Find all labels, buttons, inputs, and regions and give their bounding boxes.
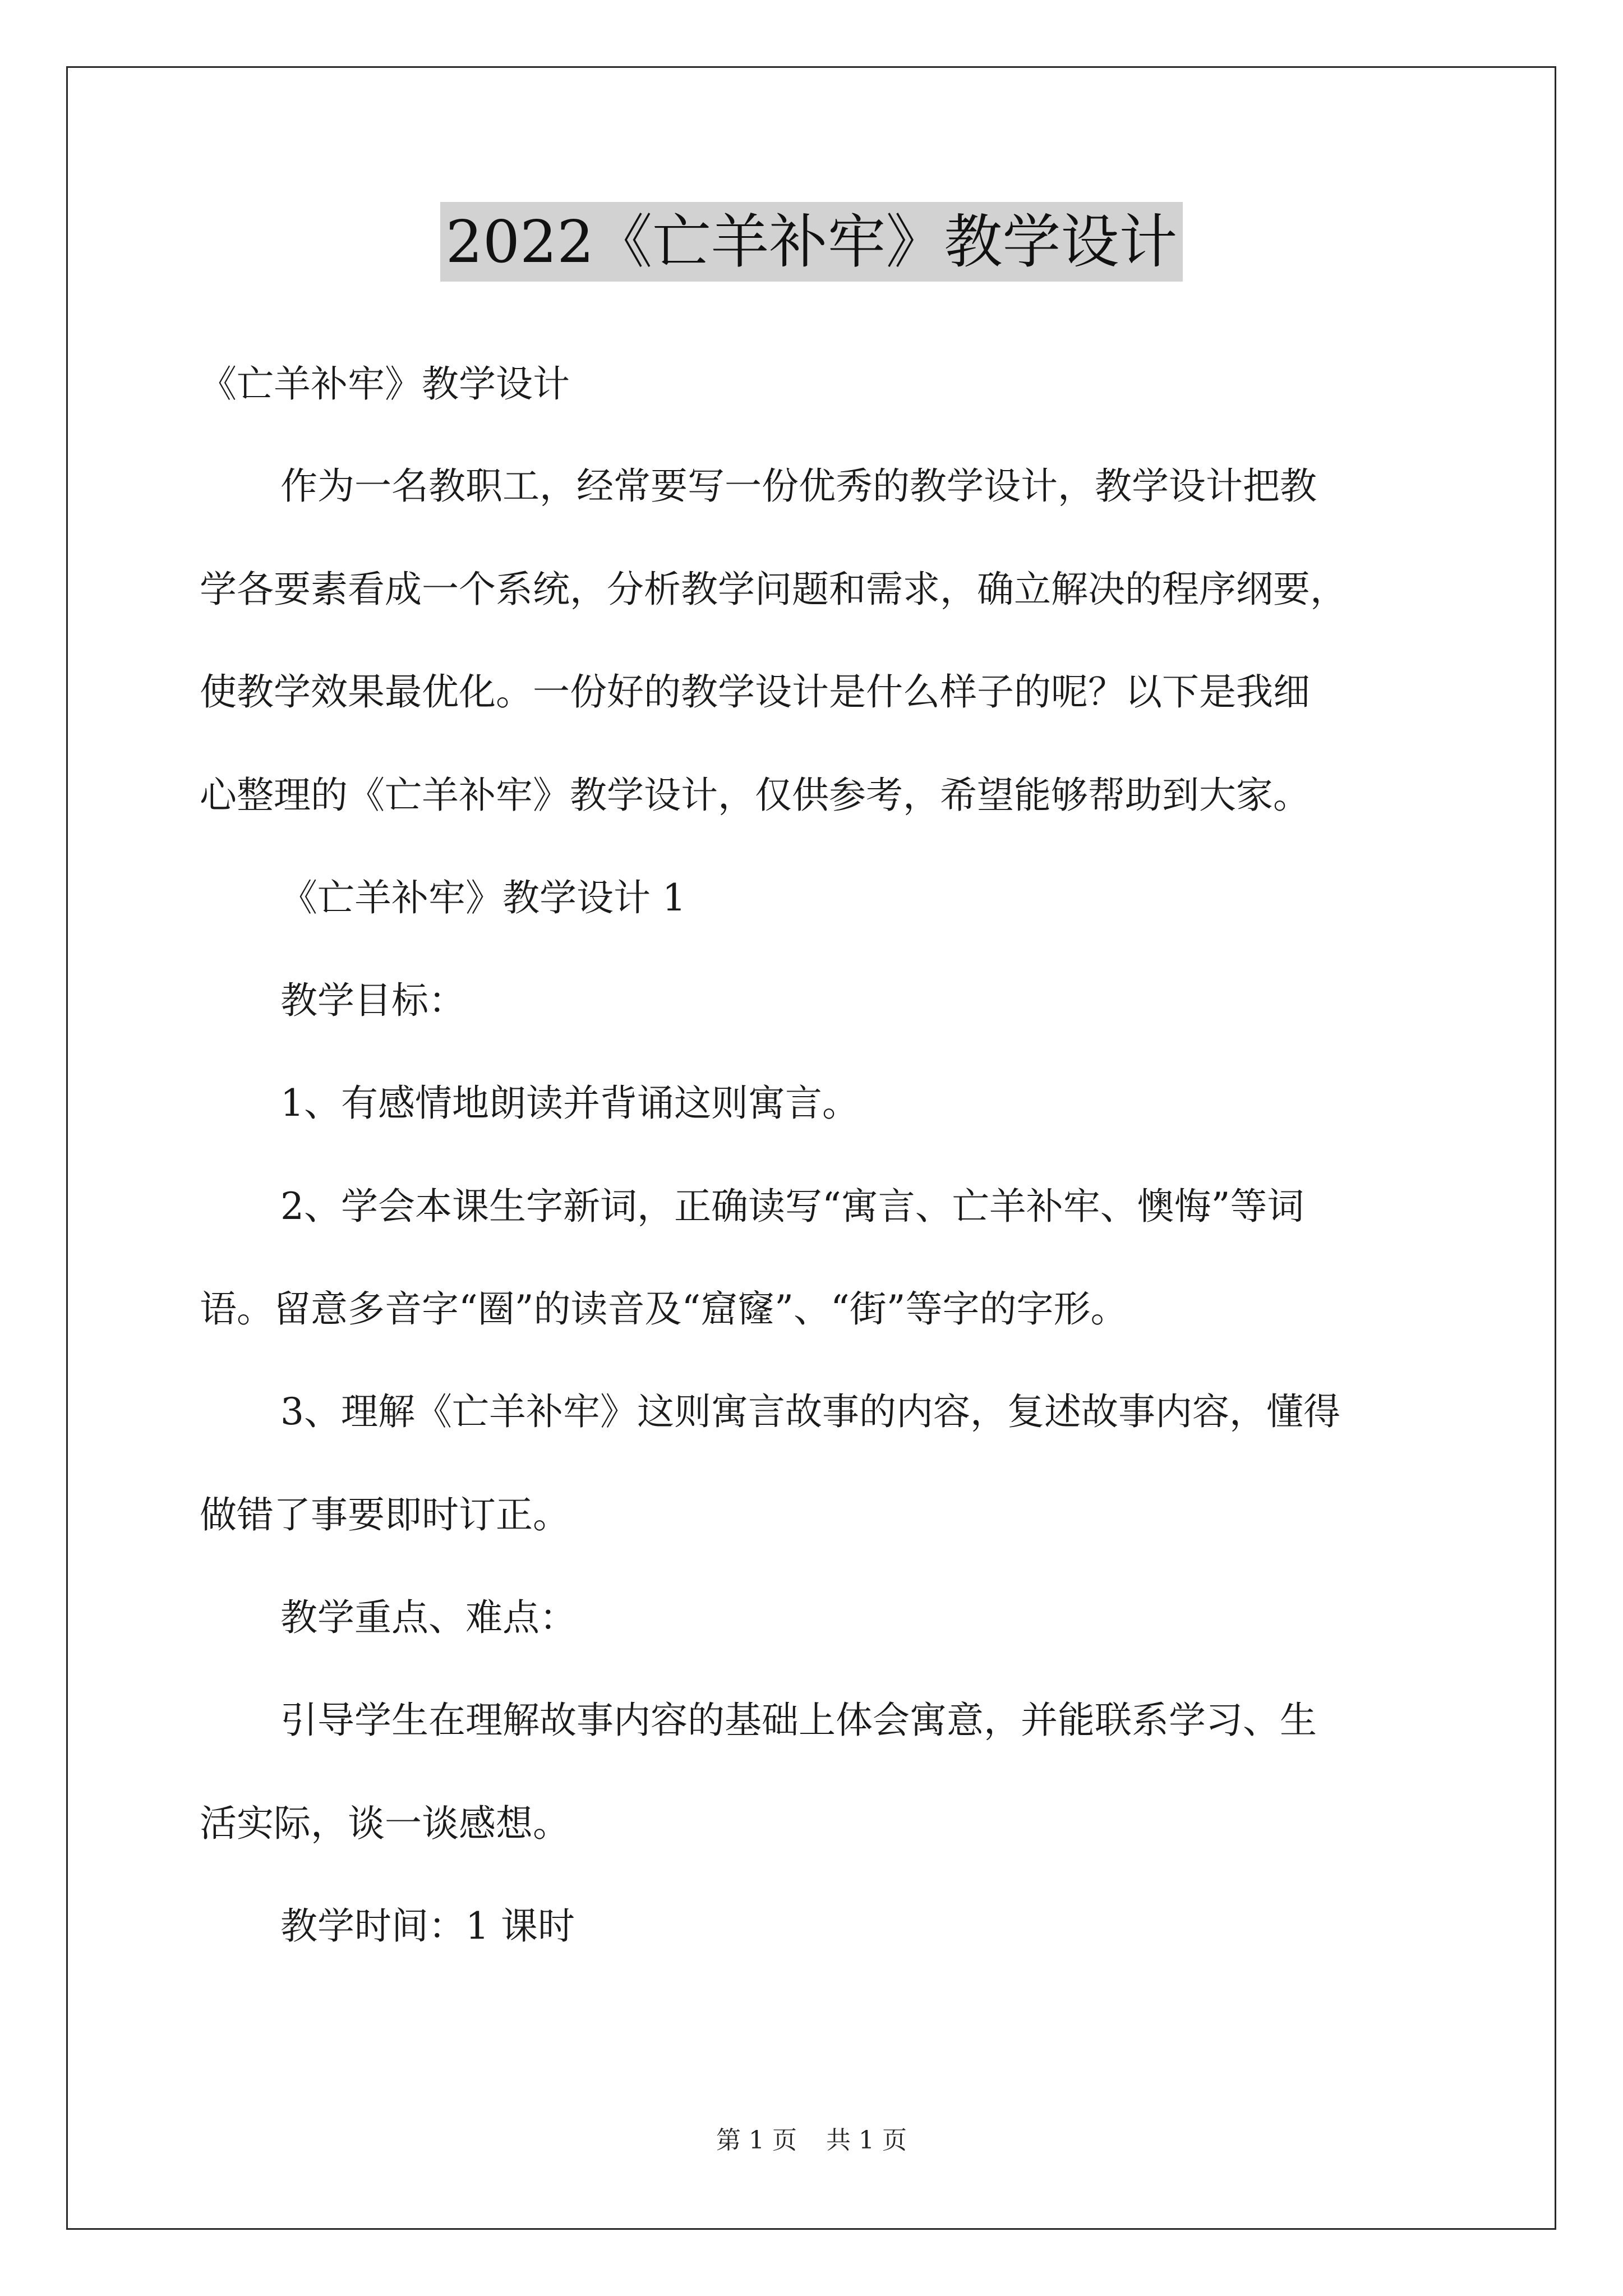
page-footer	[0, 2125, 1623, 2156]
paragraph-line: 语。留意多音字“圈”的读音及“窟窿”、“街”等字的字形。	[200, 1287, 1128, 1331]
document-title: 2022《亡羊补牢》教学设计	[440, 202, 1183, 282]
paragraph-line: 学各要素看成一个系统，分析教学问题和需求，确立解决的程序纲要，	[200, 568, 1347, 611]
paragraph-line: 使教学效果最优化。一份好的教学设计是什么样子的呢？以下是我细	[200, 670, 1310, 714]
paragraph-line: 活实际，谈一谈感想。	[200, 1802, 570, 1845]
paragraph-line: 3、理解《亡羊补牢》这则寓言故事的内容，复述故事内容，懂得	[280, 1390, 1340, 1433]
paragraph-line: 心整理的《亡羊补牢》教学设计，仅供参考，希望能够帮助到大家。	[200, 774, 1310, 817]
title-container	[0, 202, 1623, 282]
section-heading: 教学目标：	[280, 979, 465, 1022]
paragraph-line: 引导学生在理解故事内容的基础上体会寓意，并能联系学习、生	[280, 1699, 1317, 1742]
page-total: 共 1 页	[826, 2126, 907, 2155]
paragraph-line: 2、学会本课生字新词，正确读写“寓言、亡羊补牢、懊悔”等词	[280, 1185, 1304, 1228]
page-number: 第 1 页	[716, 2126, 797, 2155]
subtitle-line: 《亡羊补牢》教学设计	[200, 362, 570, 406]
paragraph-line: 1、有感情地朗读并背诵这则寓言。	[280, 1082, 859, 1125]
section-heading: 教学重点、难点：	[280, 1596, 577, 1639]
paragraph-line: 教学时间：1 课时	[280, 1904, 575, 1948]
paragraph-line: 作为一名教职工，经常要写一份优秀的教学设计，教学设计把教	[280, 464, 1317, 508]
section-heading: 《亡羊补牢》教学设计 1	[280, 876, 686, 919]
paragraph-line: 做错了事要即时订正。	[200, 1493, 570, 1536]
